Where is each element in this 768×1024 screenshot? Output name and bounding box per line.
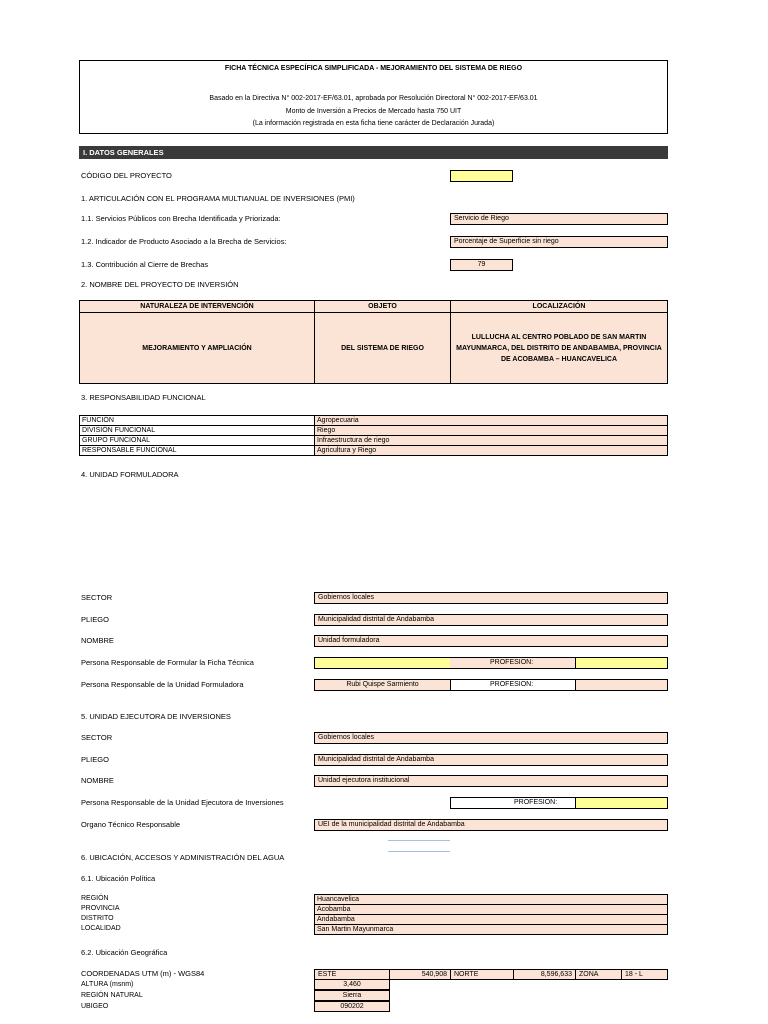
pmi-title: 1. ARTICULACIÓN CON EL PROGRAMA MULTIANUAL DE INVERSIONES (PMI)	[81, 194, 355, 203]
distrito-value[interactable]: Andabamba	[314, 914, 668, 925]
altura-value[interactable]: 3,460	[314, 979, 390, 990]
resp-value[interactable]: Agricultura y Riego	[314, 445, 668, 456]
localizacion-value[interactable]: LULLUCHA AL CENTRO POBLADO DE SAN MARTIN MAYUNMARCA, DEL DISTRITO DE ANDABAMBA, PROVINCIA DE ACOBAMBA – HUANCAVELICA	[450, 312, 668, 384]
ubicacion-politica-table	[79, 894, 668, 938]
codigo-label: CÓDIGO DEL PROYECTO	[81, 171, 172, 180]
uf-pliego-label: PLIEGO	[81, 615, 109, 624]
uf-sector-field[interactable]: Gobiernos locales	[314, 592, 668, 604]
localidad-value[interactable]: San Martin Mayunmarca	[314, 924, 668, 935]
region-label: REGIÓN	[81, 895, 109, 902]
uf-resp-ficha-label: Persona Responsable de Formular la Ficha Técnica	[81, 658, 254, 667]
header-amount: Monto de Inversión a Precios de Mercado hasta 750 UIT	[285, 108, 462, 115]
codigo-field[interactable]	[450, 170, 513, 182]
header-directive: Basado en la Directiva N° 002-2017-EF/63.01, aprobada por Resolución Directoral N° 002-2017-EF/63.01	[209, 95, 538, 102]
unidad-ejecutora-title: 5. UNIDAD EJECUTORA DE INVERSIONES	[81, 712, 231, 721]
ue-sector-label: SECTOR	[81, 733, 113, 742]
uf-nombre-field[interactable]: Unidad formuladora	[314, 635, 668, 647]
uf-resp-ficha-field[interactable]	[314, 657, 451, 669]
decorative-rule	[388, 840, 450, 841]
col-header-naturaleza: NATURALEZA DE INTERVENCIÓN	[79, 300, 315, 313]
ue-organo-field[interactable]: UEI de la municipalidad distrital de Andabamba	[314, 819, 668, 831]
decorative-rule	[388, 851, 450, 852]
norte-label: NORTE	[450, 969, 514, 980]
uf-resp-ficha-profesion-field[interactable]	[575, 657, 668, 669]
ue-nombre-field[interactable]: Unidad ejecutora institucional	[314, 775, 668, 787]
resp-label: RESPONSABLE FUNCIONAL	[79, 445, 315, 456]
distrito-label: DISTRITO	[81, 915, 114, 922]
ue-organo-label: Organo Técnico Responsable	[81, 820, 181, 829]
indicador-field[interactable]: Porcentaje de Superficie sin riego	[450, 236, 668, 248]
region-value[interactable]: Huancavelica	[314, 894, 668, 905]
ue-resp-profesion-field[interactable]	[575, 797, 668, 809]
col-header-localizacion: LOCALIZACIÓN	[450, 300, 668, 313]
uf-resp-unidad-field[interactable]: Rubi Quispe Sarmiento	[314, 679, 451, 691]
section-bar-datos-generales: I. DATOS GENERALES	[79, 146, 668, 159]
div-value[interactable]: Riego	[314, 425, 668, 436]
ue-sector-field[interactable]: Gobiernos locales	[314, 732, 668, 744]
ubigeo-value[interactable]: 090202	[314, 1001, 390, 1012]
ubicacion-title: 6. UBICACIÓN, ACCESOS Y ADMINISTRACIÓN DEL AGUA	[81, 853, 285, 862]
zona-label: ZONA	[575, 969, 622, 980]
uf-sector-label: SECTOR	[81, 593, 113, 602]
document-title: FICHA TÉCNICA ESPECÍFICA SIMPLIFICADA - MEJORAMIENTO DEL SISTEMA DE RIEGO	[224, 65, 523, 72]
ue-pliego-label: PLIEGO	[81, 755, 109, 764]
este-label: ESTE	[314, 969, 390, 980]
grupo-value[interactable]: Infraestructura de riego	[314, 435, 668, 446]
zona-value[interactable]: 18 - L	[621, 969, 668, 980]
header-declaration: (La información registrada en esta ficha tiene carácter de Declaración Jurada)	[252, 120, 495, 127]
unidad-formuladora-title: 4. UNIDAD FORMULADORA	[81, 470, 179, 479]
uf-resp-unidad-label: Persona Responsable de la Unidad Formuladora	[81, 680, 244, 689]
uf-nombre-label: NOMBRE	[81, 636, 114, 645]
ue-resp-label: Persona Responsable de la Unidad Ejecutora de Inversiones	[81, 798, 284, 807]
naturaleza-value[interactable]: MEJORAMIENTO Y AMPLIACIÓN	[79, 312, 315, 384]
region-natural-label: REGIÓN NATURAL	[81, 992, 143, 999]
servicios-field[interactable]: Servicio de Riego	[450, 213, 668, 225]
altura-label: ALTURA (msnm)	[81, 981, 134, 988]
uf-resp-unidad-profesion-label: PROFESION:	[450, 679, 576, 691]
contribucion-label: 1.3. Contribución al Cierre de Brechas	[81, 260, 209, 269]
ubigeo-label: UBIGEO	[81, 1003, 109, 1010]
nombre-proyecto-title: 2. NOMBRE DEL PROYECTO DE INVERSIÓN	[81, 280, 239, 289]
grupo-label: GRUPO FUNCIONAL	[79, 435, 315, 446]
uf-resp-unidad-profesion-field[interactable]	[575, 679, 668, 691]
localidad-label: LOCALIDAD	[81, 925, 121, 932]
ubicacion-geografica-subtitle: 6.2. Ubicación Geográfica	[81, 948, 168, 957]
provincia-value[interactable]: Acobamba	[314, 904, 668, 915]
responsabilidad-title: 3. RESPONSABILIDAD FUNCIONAL	[81, 393, 206, 402]
uf-pliego-field[interactable]: Municipalidad distrital de Andabamba	[314, 614, 668, 626]
este-value[interactable]: 540,908	[389, 969, 451, 980]
region-natural-value[interactable]: Sierra	[314, 990, 390, 1001]
servicios-label: 1.1. Servicios Públicos con Brecha Identificada y Priorizada:	[81, 214, 281, 223]
objeto-value[interactable]: DEL SISTEMA DE RIEGO	[314, 312, 451, 384]
responsabilidad-table	[79, 415, 668, 459]
contribucion-field[interactable]: 79	[450, 259, 513, 271]
norte-value[interactable]: 8,596,633	[513, 969, 576, 980]
uf-resp-ficha-profesion-label: PROFESION:	[450, 657, 576, 669]
ue-pliego-field[interactable]: Municipalidad distrital de Andabamba	[314, 754, 668, 766]
div-label: DIVISIÓN FUNCIONAL	[79, 425, 315, 436]
ue-nombre-label: NOMBRE	[81, 776, 114, 785]
indicador-label: 1.2. Indicador de Producto Asociado a la Brecha de Servicios:	[81, 237, 287, 246]
ubicacion-politica-subtitle: 6.1. Ubicación Política	[81, 874, 156, 883]
resp-row	[79, 445, 668, 456]
coordenadas-label: COORDENADAS UTM (m) - WGS84	[81, 969, 205, 978]
col-header-objeto: OBJETO	[314, 300, 451, 313]
func-label: FUNCIÓN	[79, 415, 315, 426]
func-value[interactable]: Agropecuaria	[314, 415, 668, 426]
ue-resp-profesion-label: PROFESION:	[450, 797, 576, 809]
provincia-label: PROVINCIA	[81, 905, 120, 912]
